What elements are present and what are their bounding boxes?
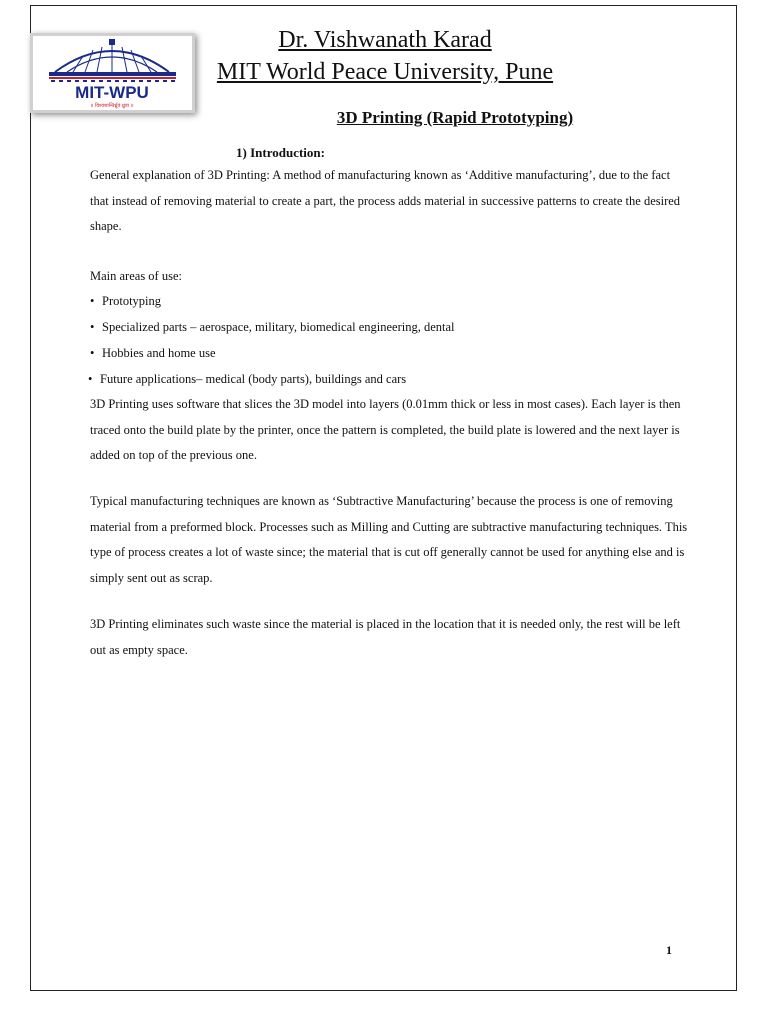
list-item — [90, 314, 690, 340]
mit-wpu-dome-icon — [33, 36, 192, 110]
list-item-text: Future applications– medical (body parts), buildings and cars — [100, 372, 407, 386]
document-title: 3D Printing (Rapid Prototyping) — [336, 108, 574, 127]
list-item — [90, 288, 690, 314]
list-item-text: Prototyping — [102, 294, 162, 308]
list-item-text: Hobbies and home use — [102, 346, 216, 360]
paragraph-slicing-process: 3D Printing uses software that slices the 3D model into layers (0.01mm thick or less in most cases). Each layer is then traced onto the build plate by the printer, once the pattern is completed, the build plate is lowered and the next layer is added on top of the previous one. — [90, 397, 681, 462]
list-item-text: Specialized parts – aerospace, military, biomedical engineering, dental — [102, 320, 455, 334]
logo-wordmark: MIT-WPU — [75, 83, 149, 102]
paragraph-subtractive-manufacturing: Typical manufacturing techniques are known as ‘Subtractive Manufacturing’ because the process is one of removing material from a preformed block. Processes such as Milling and Cutting are subtractive manufacturing techniques. This type of process creates a lot of waste since; the material that is cut off generally cannot be used for anything else and is simply sent out as scrap. — [90, 494, 688, 585]
areas-of-use-label: Main areas of use: — [90, 269, 182, 283]
bullet-icon: • — [90, 346, 95, 360]
paragraph-general-explanation: General explanation of 3D Printing: A method of manufacturing known as ‘Additive manufacturing’, due to the fact that instead of removing material to create a part, the process adds material in successive patterns to create the desired shape. — [90, 168, 681, 233]
list-item — [88, 366, 690, 392]
list-item — [90, 340, 690, 366]
section-heading-introduction: 1) Introduction: — [236, 145, 325, 160]
logo-tagline: ॥ विश्वशान्तिर्ध्रुवं ध्रुवा ॥ — [90, 103, 134, 109]
paragraph-waste-elimination: 3D Printing eliminates such waste since the material is placed in the location that it is needed only, the rest will be left out as empty space. — [90, 617, 681, 657]
university-logo — [30, 33, 195, 113]
page-number: 1 — [666, 943, 672, 957]
bullet-icon: • — [88, 372, 93, 386]
university-name: MIT World Peace University, Pune — [216, 59, 554, 85]
bullet-icon: • — [90, 320, 95, 334]
university-founder-name: Dr. Vishwanath Karad — [278, 27, 492, 53]
areas-of-use-list — [90, 288, 690, 392]
bullet-icon: • — [90, 294, 95, 308]
